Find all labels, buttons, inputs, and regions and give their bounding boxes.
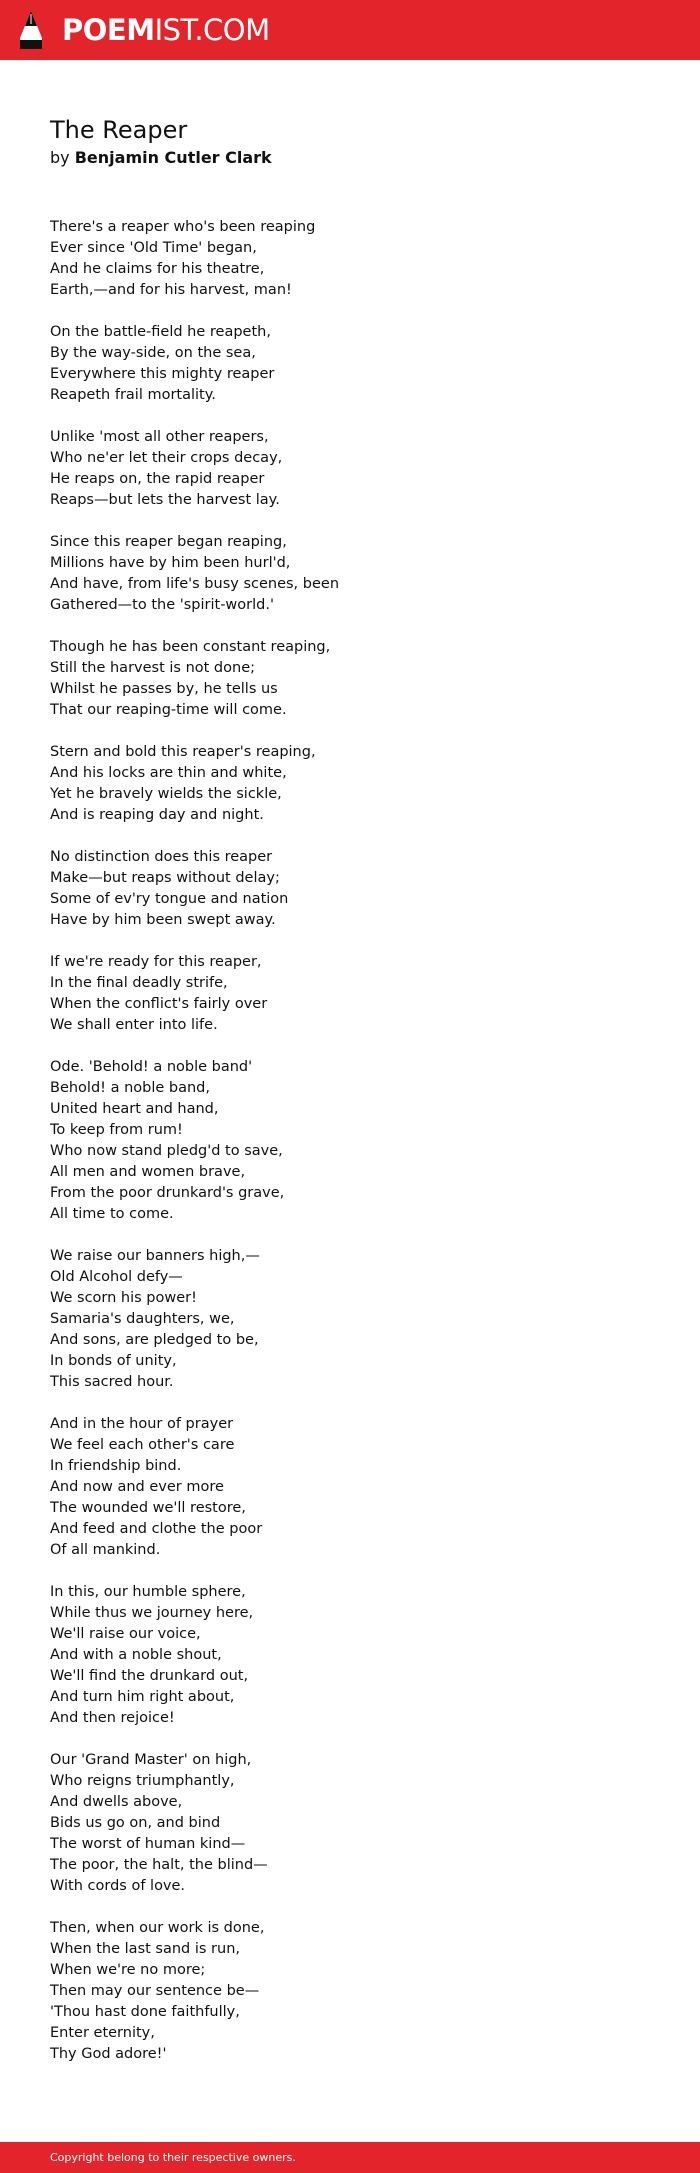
poem-line: Then, when our work is done, — [50, 1920, 265, 1936]
poem-line: We raise our banners high,— — [50, 1248, 260, 1264]
poem-line: In the final deadly strife, — [50, 975, 228, 991]
poem-line: He reaps on, the rapid reaper — [50, 471, 265, 487]
by-label: by — [50, 148, 70, 167]
site-footer — [0, 2142, 700, 2173]
poem-line: This sacred hour. — [50, 1374, 174, 1390]
poem-line: With cords of love. — [50, 1878, 186, 1894]
poem-line: When the conflict's fairly over — [50, 996, 268, 1012]
poem-line: Reapeth frail mortality. — [50, 387, 216, 403]
poem-line: That our reaping-time will come. — [50, 702, 287, 718]
poem-line: Earth,—and for his harvest, man! — [50, 282, 292, 298]
poem-stanza — [50, 427, 650, 511]
poem-body — [50, 217, 650, 2086]
poem-line: On the battle-field he reapeth, — [50, 324, 271, 340]
poem-line: Then may our sentence be— — [50, 1983, 260, 1999]
poem-line: Since this reaper began reaping, — [50, 534, 287, 550]
poem-line: Still the harvest is not done; — [50, 660, 255, 676]
poem-line: Though he has been constant reaping, — [50, 639, 331, 655]
poem-line: And dwells above, — [50, 1794, 183, 1810]
poem-line: All time to come. — [50, 1206, 174, 1222]
site-header — [0, 0, 700, 60]
poem-line: The worst of human kind— — [50, 1836, 246, 1852]
poem-stanza — [50, 1057, 650, 1225]
poem-line: Some of ev'ry tongue and nation — [50, 891, 289, 907]
poem-line: No distinction does this reaper — [50, 849, 273, 865]
poem-line: Who ne'er let their crops decay, — [50, 450, 283, 466]
poem-line: In this, our humble sphere, — [50, 1584, 246, 1600]
poem-line: Behold! a noble band, — [50, 1080, 210, 1096]
site-logo[interactable] — [18, 10, 270, 50]
poem-line: And he claims for his theatre, — [50, 261, 265, 277]
poem-line: And in the hour of prayer — [50, 1416, 234, 1432]
poem-line: And now and ever more — [50, 1479, 224, 1495]
poem-line: Old Alcohol defy— — [50, 1269, 183, 1285]
poem-line: The wounded we'll restore, — [50, 1500, 246, 1516]
poem-stanza — [50, 322, 650, 406]
poem-stanza — [50, 742, 650, 826]
poem-line: And have, from life's busy scenes, been — [50, 576, 340, 592]
poem-stanza — [50, 1414, 650, 1561]
logo-text-bold: POEM — [62, 13, 155, 47]
poem-line: We'll find the drunkard out, — [50, 1668, 249, 1684]
poem-line: To keep from rum! — [50, 1122, 183, 1138]
poem-line: There's a reaper who's been reaping — [50, 219, 316, 235]
poem-line: Yet he bravely wields the sickle, — [50, 786, 282, 802]
poem-line: Whilst he passes by, he tells us — [50, 681, 278, 697]
poem-stanza — [50, 637, 650, 721]
poem-line: And then rejoice! — [50, 1710, 175, 1726]
site-logo-text — [62, 10, 270, 50]
poem-line: And his locks are thin and white, — [50, 765, 287, 781]
poem-line: Gathered—to the 'spirit-world.' — [50, 597, 274, 613]
poem-stanza — [50, 1582, 650, 1729]
copyright-text: Copyright belong to their respective owners. — [50, 2151, 296, 2164]
logo-text-light: IST.COM — [154, 13, 270, 47]
poem-byline — [50, 146, 272, 170]
poem-line: Millions have by him been hurl'd, — [50, 555, 291, 571]
poem-line: And sons, are pledged to be, — [50, 1332, 259, 1348]
poem-line: Make—but reaps without delay; — [50, 870, 280, 886]
poem-stanza — [50, 952, 650, 1036]
poem-line: Unlike 'most all other reapers, — [50, 429, 269, 445]
poem-line: And with a noble shout, — [50, 1647, 222, 1663]
pen-nib-icon — [18, 10, 44, 50]
poem-line: When we're no more; — [50, 1962, 206, 1978]
poem-stanza — [50, 1750, 650, 1897]
poem-line: United heart and hand, — [50, 1101, 219, 1117]
poem-line: We shall enter into life. — [50, 1017, 218, 1033]
poem-stanza — [50, 532, 650, 616]
poem-line: From the poor drunkard's grave, — [50, 1185, 285, 1201]
poem-line: All men and women brave, — [50, 1164, 246, 1180]
poem-line: Who now stand pledg'd to save, — [50, 1143, 283, 1159]
poem-line: The poor, the halt, the blind— — [50, 1857, 268, 1873]
poem-title: The Reaper — [50, 116, 188, 144]
poem-stanza — [50, 217, 650, 301]
poem-line: Stern and bold this reaper's reaping, — [50, 744, 316, 760]
poem-line: Have by him been swept away. — [50, 912, 276, 928]
poem-line: We'll raise our voice, — [50, 1626, 201, 1642]
poem-line: We feel each other's care — [50, 1437, 235, 1453]
poem-line: If we're ready for this reaper, — [50, 954, 262, 970]
poem-line: And feed and clothe the poor — [50, 1521, 263, 1537]
poem-line: And is reaping day and night. — [50, 807, 264, 823]
poem-line: Reaps—but lets the harvest lay. — [50, 492, 280, 508]
poem-stanza — [50, 1246, 650, 1393]
poem-line: Everywhere this mighty reaper — [50, 366, 275, 382]
poem-stanza — [50, 847, 650, 931]
poem-line: By the way-side, on the sea, — [50, 345, 256, 361]
poem-line: Who reigns triumphantly, — [50, 1773, 235, 1789]
poem-author[interactable]: Benjamin Cutler Clark — [74, 148, 272, 167]
poem-line: Ode. 'Behold! a noble band' — [50, 1059, 253, 1075]
poem-line: Enter eternity, — [50, 2025, 155, 2041]
poem-line: And turn him right about, — [50, 1689, 235, 1705]
poem-line: Thy God adore!' — [50, 2046, 167, 2062]
poem-line: We scorn his power! — [50, 1290, 197, 1306]
poem-line: While thus we journey here, — [50, 1605, 254, 1621]
poem-line: Our 'Grand Master' on high, — [50, 1752, 252, 1768]
poem-line: Of all mankind. — [50, 1542, 161, 1558]
poem-line: Ever since 'Old Time' began, — [50, 240, 257, 256]
poem-line: 'Thou hast done faithfully, — [50, 2004, 240, 2020]
poem-line: Bids us go on, and bind — [50, 1815, 221, 1831]
poem-line: In friendship bind. — [50, 1458, 182, 1474]
poem-line: In bonds of unity, — [50, 1353, 177, 1369]
poem-line: When the last sand is run, — [50, 1941, 241, 1957]
poem-line: Samaria's daughters, we, — [50, 1311, 235, 1327]
poem-stanza — [50, 1918, 650, 2065]
